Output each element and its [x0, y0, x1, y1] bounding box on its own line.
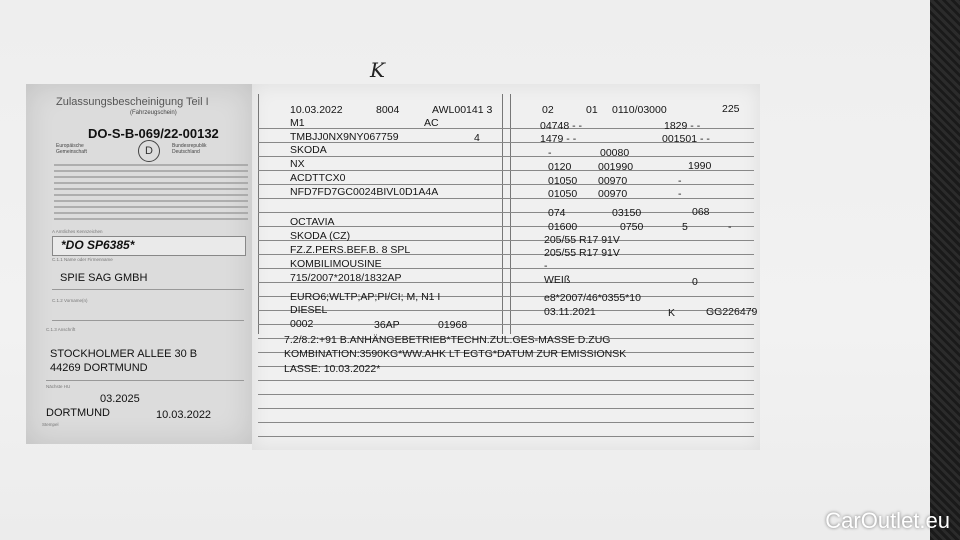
column-line — [258, 94, 259, 334]
field-vin: TMBJJ0NX9NY067759 — [290, 131, 399, 143]
plate-box — [52, 236, 246, 256]
field-row-k: - — [678, 188, 682, 200]
field-emission-regulation: 715/2007*2018/1832AP — [290, 272, 402, 284]
hu-label: Nächste HU — [46, 384, 71, 389]
republic-text: Bundesrepublik Deutschland — [172, 143, 207, 155]
field-type-code: NX — [290, 158, 305, 170]
field-key-2: AWL00141 3 — [432, 104, 493, 116]
row-line — [258, 156, 754, 157]
field-row-p: 0750 — [620, 221, 644, 233]
field-height: 1479 - - — [540, 133, 577, 145]
rule — [46, 380, 244, 381]
field-body-type: KOMBILIMOUSINE — [290, 258, 382, 270]
certificate-left-panel — [26, 84, 252, 444]
field-make: SKODA — [290, 144, 327, 156]
field-row-h: - — [678, 175, 682, 187]
document-number: DO-S-B-069/22-00132 — [88, 126, 219, 141]
holder-name: SPIE SAG GMBH — [60, 272, 148, 284]
row-line — [258, 394, 754, 395]
field-axles: 02 — [542, 104, 554, 116]
row-line — [258, 324, 754, 325]
legal-fine-print — [54, 164, 248, 224]
field-color: WEIß — [544, 274, 571, 286]
field-length: 04748 - - — [540, 120, 583, 132]
stamp-label: Stempel — [42, 422, 59, 427]
issue-place: DORTMUND — [46, 407, 110, 419]
eu-text: Europäische Gemeinschaft — [56, 143, 87, 155]
certificate-right-panel — [252, 84, 760, 450]
field-row-a: - — [548, 147, 552, 159]
city: 44269 DORTMUND — [50, 362, 148, 374]
field-row-o: 01600 — [548, 221, 578, 233]
certificate-subtitle: (Fahrzeugschein) — [130, 110, 177, 116]
remark-line-1: 7.2/8.2:+91 B.ANHÄNGEBETRIEB*TECHN.ZUL.GES-MASSE D.ZUG — [284, 334, 611, 346]
field-make-full: SKODA (CZ) — [290, 230, 351, 242]
row-line — [258, 408, 754, 409]
country-code-seal: D — [138, 140, 160, 162]
field-tire-1: 205/55 R17 91V — [544, 234, 620, 246]
field-variant: ACDTTCX0 — [290, 172, 346, 184]
amtliches-label: A Amtliches Kennzeichen — [52, 229, 103, 234]
row-line — [258, 310, 754, 311]
field-approval: e8*2007/46*0355*10 — [544, 292, 641, 304]
row-line — [258, 380, 754, 381]
issue-date: 10.03.2022 — [156, 409, 212, 421]
column-line — [510, 94, 511, 334]
field-row-c: 0120 — [548, 161, 572, 173]
field-emission-class: EURO6;WLTP;AP;PI/CI; M, N1 I — [290, 291, 441, 303]
row-line — [258, 436, 754, 437]
field-check-digit: 4 — [474, 132, 480, 144]
field-co2-class: 36AP — [374, 319, 400, 331]
field-color-code: 0 — [692, 276, 698, 288]
field-version: NFD7FD7GC0024BIVL0D1A4A — [290, 186, 439, 198]
field-k-label: K — [668, 307, 676, 319]
rule — [52, 289, 244, 290]
field-ecode: 01968 — [438, 319, 468, 331]
row-line — [258, 170, 754, 171]
field-width: 1829 - - — [664, 120, 701, 132]
fabric-edge — [930, 0, 960, 540]
field-row-q: 5 — [682, 221, 688, 233]
next-hu-date: 03.2025 — [100, 393, 140, 405]
name-label: C.1.1 Name oder Firmenname — [52, 257, 113, 262]
field-row-n: 068 — [692, 206, 710, 218]
address-label: C.1.3 Anschrift — [46, 327, 76, 332]
handwritten-mark: K — [370, 58, 385, 82]
remark-line-2: KOMBINATION:3590KG*WW.AHK LT EGTG*DATUM ZUR EMISSIONSK — [284, 348, 627, 360]
field-drive-axles: 01 — [586, 104, 598, 116]
field-max-speed: 225 — [722, 103, 740, 115]
field-approval-date: 03.11.2021 — [544, 306, 596, 318]
field-row-i: 01050 — [548, 188, 578, 200]
field-wheelbase: 001501 - - — [662, 133, 710, 145]
field-row-e: 1990 — [688, 160, 712, 172]
row-line — [258, 212, 754, 213]
field-vehicle-class-text: FZ.Z.PERS.BEF.B. 8 SPL — [290, 244, 411, 256]
field-fuel-code: 0002 — [290, 318, 314, 330]
field-tire-2: 205/55 R17 91V — [544, 247, 620, 259]
remark-line-3: LASSE: 10.03.2022* — [284, 363, 381, 375]
field-row-d: 001990 — [598, 161, 634, 173]
field-row-g: 00970 — [598, 175, 628, 187]
field-body-code: AC — [424, 117, 439, 129]
field-row-l: 074 — [548, 207, 566, 219]
site-watermark: CarOutlet.eu — [825, 508, 950, 533]
field-row-j: 00970 — [598, 188, 628, 200]
field-row-m: 03150 — [612, 207, 642, 219]
vorname-label: C.1.2 Vorname(n) — [52, 298, 88, 303]
field-row-f: 01050 — [548, 175, 578, 187]
license-plate: *DO SP6385* — [61, 238, 135, 252]
field-row-r: - — [728, 221, 732, 233]
field-power: 0110/03000 — [612, 104, 667, 116]
rule — [52, 320, 244, 321]
street: STOCKHOLMER ALLEE 30 B — [50, 348, 198, 360]
field-key-1: 8004 — [376, 104, 400, 116]
certificate-title: Zulassungsbescheinigung Teil I — [56, 96, 209, 108]
field-vehicle-class: M1 — [290, 117, 305, 129]
field-model: OCTAVIA — [290, 216, 335, 228]
field-fuel: DIESEL — [290, 304, 328, 316]
column-line — [502, 94, 503, 334]
row-line — [258, 422, 754, 423]
field-registration-date: 10.03.2022 — [290, 104, 343, 116]
field-k-number: GG226479 — [706, 306, 758, 318]
field-row-b: 00080 — [600, 147, 630, 159]
field-tire-dash: - — [544, 260, 548, 272]
